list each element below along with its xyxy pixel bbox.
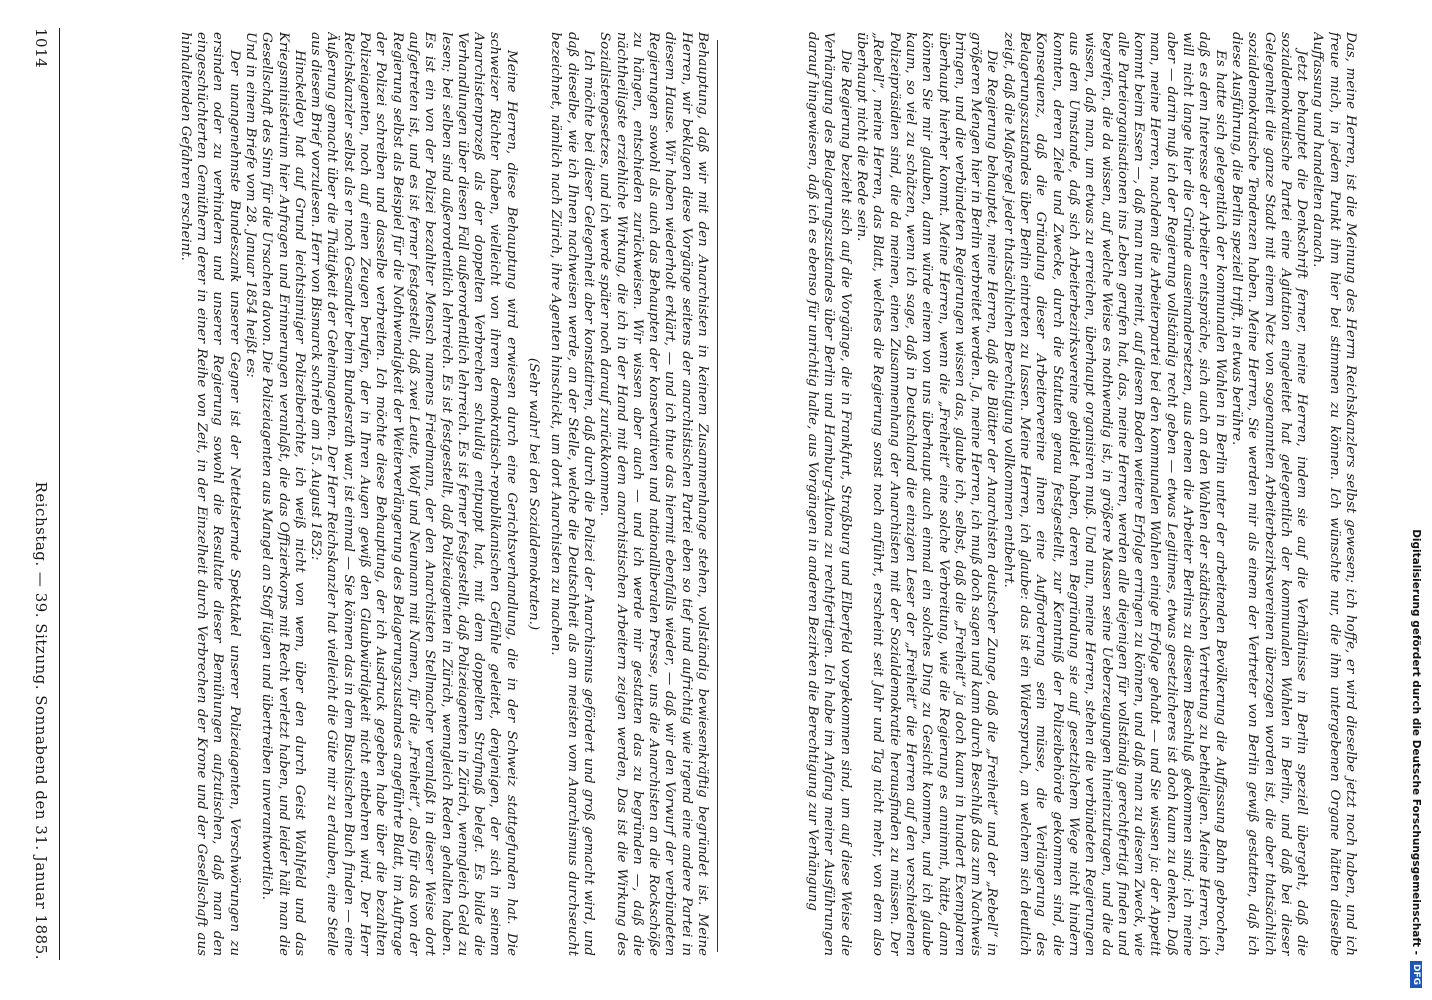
paragraph: Meine Herren, diese Behauptung wird erwiesen durch eine Gerichtsverhandlung, die in der Schweiz stattgefunden hat. Die schweizer Richter haben, vielleicht von ihrem demokratisch-republikanischen Gefühle geleitet, denjenigen, der sich in seinem Anarchistenprozeß als der doppelten Verbrechen schuldig entpuppt hat, mit dem doppelten Strafmaß belegt. Es bilde die Verhandlungen über diesen Fall außerordentlich lehrreich. Es ist ferner festgestellt, daß Polizeiagenten in Zürich, wenngleich Geld zu lesen; bei selben sind außerordentlich lehrreich. Es ist festgestellt, daß Polizeiagenten in Zürich, wenngleich Reden gehalten haben. Es ist ein von der Polizei bezahlter Mensch namens Friedmann, der den Anarchisten Stellmacher veranlaßt in dieser Weise dort aufgetreten ist, und es ist ferner festgestellt, daß zwei Leute, Wolf und Neumann mit Namen, für die „Freiheit“, also für das von der Regierung selbst als Beispiel für die Nothwendigkeit der Weiterverlängerung des Belagerungszustandes angeführte Blatt, im Auftrage der Polizei schreiben und dasselbe verbreiten. Ich möchte diese Behauptung, der ich Ausdruck gegeben habe über die bezahlten Polizeiagenten, noch auf einen Zeugen berufen, der in Ihren Augen gewiß den Glaubwürdigkeit nicht entbehren wird. Der Herr Reichskanzler selbst als er noch Gesandter beim Bundesrath war, ist einmal — Sie können das in dem Buschischen Buch finden — eine Äußerung gemacht über die Thätigkeit der Geheimagenten. Der Herr Reichskanzler hat vielleicht die Güte mir zu erlauben, eine Stelle aus diesem Brief vorzulesen. Herr von Bismarck schrieb am 15. August 1852: [308, 32, 519, 956]
paragraph: Behauptung, daß wir mit den Anarchisten in keinem Zusammenhange stehen, vollständig bewiesenkräftig begründet ist. Meine Herren, wir beklagen diese Vorgänge seitens der anarchistischen Partei eben so tief und aufrichtig wie irgend eine andere Partei in diesem Hause. Wir haben wiederholt erklärt, — und ich thue das hiermit ebenfalls wieder, — daß wir den Vorwurf der verbündeten Regierungen sowohl als auch das Behaupten der konservativen und nationalliberalen Presse, uns die Anarchisten an die Rockschöße zu hängen, entschieden zurückweisen. Wir wissen aber auch — und ich werde mir gestatten das zu begründen —, daß die nächtheiligste erziehliche Wirkung, die ich in der Hand mit dem anarchistischen Arbeitern zeigen werden, Das ist die Wirkung des Sozialistengesetzes, und ich werde später noch darauf zurückkommen. [597, 32, 710, 956]
paragraph: Jetzt behauptet die Denkschrift ferner, meine Herren, indem sie auf die Verhältnisse in Berlin speziell übergeht, daß die sozialdemokratische Partei eine Agitation eingeleitet hat gelegentlich der kommunalen Wahlen in Berlin, und daß bei dieser Gelegenheit die ganze Stadt mit einem Netz von sogenannten Arbeiterbezirksvereinen überzogen worden ist, die aber thatsächlich sozialdemokratische Tendenzen haben. Meine Herren, Sie werden mir als einem der Vertreter von Berlin gewiß gestatten, daß ich diese Ausführung, die Berlin speziell trifft, in etwas berühre. [1228, 32, 1310, 956]
digitization-credit [1406, 10, 1426, 988]
page-number: 1014 [32, 28, 50, 69]
paragraph: Und in einem Briefe vom 28. Januar 1854 heißt es: [242, 32, 258, 378]
text-column-right [722, 32, 1358, 956]
dfg-logo: DFG [1410, 961, 1422, 988]
page-title: Reichstag. — 39. Sitzung. Sonnabend den 31. Januar 1885. [32, 481, 50, 960]
interjection: (Sehr wahr! bei den Sozialdemokraten.) [526, 357, 542, 631]
paragraph: Ich möchte bei dieser Gelegenheit aber konstatiren, daß durch die Polizei der Anarchismus gefördert und groß gemacht wird, und daß dieselbe, wie ich Ihnen nachweisen werde, an der Stelle, welche die Deutschheit als am meisten vom Anarchismus durchseucht bezeichnet, nämlich nach Zürich, ihre Agenten hinschickt, um dort Anarchisten zu machen. [548, 32, 596, 956]
header-rule [59, 28, 60, 960]
column-divider [717, 40, 718, 952]
text-column-left [68, 32, 710, 956]
paragraph: Das, meine Herren, ist die Meinung des Herrn Reichskanzlers selbst gewesen; ich hoffe, er wird dieselbe jetzt noch haben, und ich freue mich, in jedem Punkt ihm hier bei stimmen zu können. Ich wünschte nur, die ihm untergebenen Organe hätten dieselbe Auffassung und handelten danach. [1310, 32, 1358, 956]
paragraph: Die Regierung bezieht sich auf die Vorgänge, die in Frankfurt, Straßburg und Elberfeld vorgekommen sind, um auf diese Weise die Verhängung des Belagerungszustandes über Berlin und Hamburg-Altona zu rechtfertigen. Ich habe im Anfang meiner Ausführungen darauf hingewiesen, daß ich es ebenso für unrichtig halte, aus Vorgängen in anderen Bezirken die Berechtigung zur Verhängung [805, 32, 853, 956]
paragraph: Es hatte sich gelegentlich der kommunalen Wahlen in Berlin unter der arbeitenden Bevölkerung die Auffassung Bahn gebrochen, daß es dem Interesse der Arbeiter entspräche, sich auch an den Wahlen der städtischen Vertretung zu betheiligen. Meine Herren, ich will nicht lange hier die Gründe auseinandersetzen, aus denen die Arbeiter Berlins zu diesem Beschluß gekommen sind; ich meine aber — darin muß ich der Regierung vollständig recht geben — etwas Legitimes, etwas gesetzlicheres ist doch kaum zu denken. Daß man, meine Herren, nachdem die Arbeiterpartei bei den kommunalen Wahlen einige Erfolge gehabt — und Sie wissen ja: der Appetit kommt beim Essen —, daß man nun meint, auf diesem Boden weitere Erfolge erringen zu können, und daß man zu diesem Zweck, wie alle Parteiorganisationen ins Leben gerufen hat, das, meine Herren, werden alle diejenigen für vollständig gerechtfertigt finden und begreifen, die da wissen, auf welche Weise es nothwendig ist, in größere Massen seine Ueberzeugungen hineinzutragen, und die da wissen, daß man, um etwas zu erreichen, überhaupt organisiren muß. Und nun, meine Herren, stehen die verbündeten Regierungen aus dem Umstande, daß sich Arbeiterbezirksvereine gebildet haben, deren Begründung sie auf gesetzlichem Wege nicht hindern konnten, deren Ziele und Zwecke, durch die Statuten genau festgestellt, zur Kenntniß der Polizeibehörde gekommen sind, die Konsequenz, daß die Gründung dieser Arbeitervereine ihnen eine Aufforderung sein müsse, die Verlängerung des Belagerungszustandes über Berlin eintreten zu lassen. Meine Herren, ich glaube: das ist ein Widerspruch, an welchem sich deutlich zeigt, daß die Maßregel jeder thatsächlichen Berechtigung vollkommen entbehrt. [1000, 32, 1228, 956]
quotation: Der unangenehmste Bundeszank unserer Gegner ist der Nettelsternde Spektakel unserer Polizeiagenten, Verschwörungen zu ersinden oder zu verhindern und unserer Regierung sowohl die Resultate dieser Bemühungen aufzutischen, daß man den eingeschüchterten Gemüthern derer in einer Reihe von Zeit, in der Einzelheit durch Verbrechen der Krone und der Gesellschaft aus hinhaltenden Gefahren erscheint. [177, 32, 242, 956]
paragraph: Die Regierung behauptet, meine Herren, daß die Blätter der Anarchisten deutscher Zunge, daß die „Freiheit“ und der „Rebell“ in größeren Mengen hier in Berlin verbreitet werden. Ja, meine Herren, ich muß doch sagen und kann durch Beschluß das zum Nachweis bringen, und die verbündeten Regierungen wissen das, glaube ich, selbst, daß die „Freiheit“ ja doch kaum in hundert Exemplaren überhaupt hierher kommt. Meine Herren, wenn die „Freiheit“ eine solche Verbreitung, wie die Regierung es annimmt, hätte, dann können Sie mir glauben, dann würde einem von uns überhaupt auch einmal ein solches Ding zu Gesicht kommen, und ich glaube kaum, so viel zu schätzen, wenn ich sage, daß in Deutschland die einzigen Leser der „Freiheit“ die Herren auf den verschiedenen Polizeipräsidien sind, die da meinen, einen Zusammenhang der Anarchisten mit der Sozialdemokratie herausfinden zu müssen. Der „Rebell“, meine Herren, das Blatt, welches die Regierung sonst noch anführt, erscheint seit Jahr und Tag nicht mehr, von dem also überhaupt nicht die Rede sein. [854, 32, 1000, 956]
quotation: Hinckeldey hat auf Grund leichtsinniger Polizeiberichte, ich weiß nicht von wem, über den durch Geist Wahlfeld und das Kriegsministerium hier Anfragen und Erinnerungen veranlaßt, die das Offizierkorps mit Recht verletzt haben, und leider hält man die Gesellschaft des Sinn für die Ursachen davon. Die Polizeiagenten aus Mangel an Stoff lügen und übertreiben unverantwortlich. [259, 32, 307, 956]
digitization-note: Digitalisierung gefördert durch die Deutsche Forschungsgemeinschaft - [1410, 529, 1422, 955]
page-header [30, 28, 52, 960]
